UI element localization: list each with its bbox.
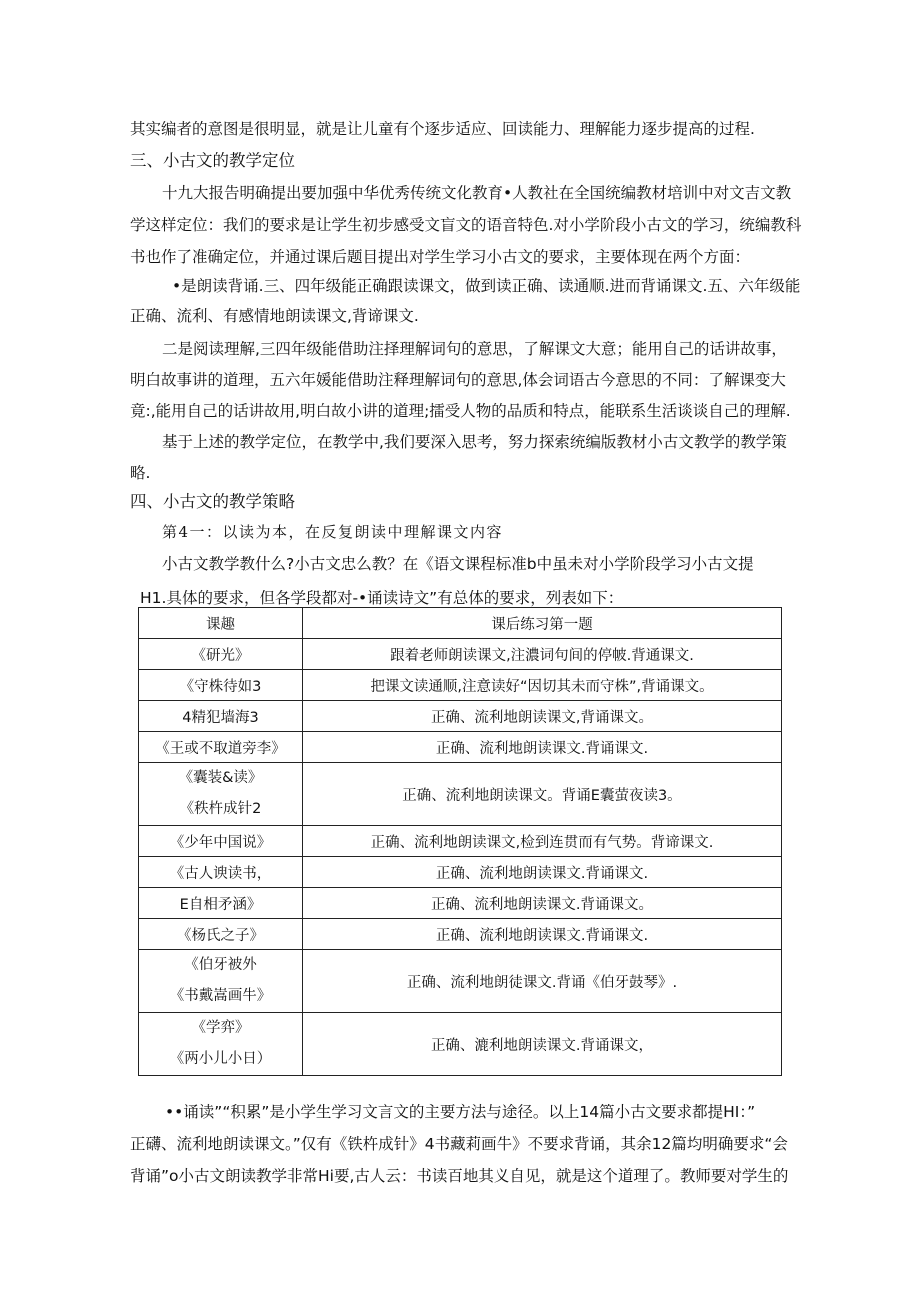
paragraph-line: 背诵”o小古文朗读教学非常Hi要,古人云：书读百地其义自见，就是这个道理了。教师要对学生的 (130, 1167, 789, 1185)
paragraph-line: 略. (130, 464, 151, 482)
lesson-title-cell (139, 763, 303, 826)
table-row (139, 701, 782, 732)
paragraph-line: 正礴、流利地朗读课文。”仅有《铁杵成针》4书藏莉画牛》不要求背诵，其余12篇均明确要求“会 (130, 1135, 788, 1153)
table-row (139, 763, 782, 826)
paragraph-line: H1.具体的要求，但各学段都对-•诵读诗文”有总体的要求，列表如下： (140, 589, 624, 607)
header-cell-exercise: 课后练习第一题 (303, 608, 782, 639)
lesson-title: 《少年中国说》 (139, 826, 303, 857)
lesson-exercise: 正确、流利地朗读课文。背诵E囊萤夜读3。 (303, 763, 782, 826)
lesson-title: 《秩杵成针2 (179, 801, 262, 817)
paragraph-line: 二是阅读理解,三四年级能借助注择理解词句的意思，了解课文大意；能用自己的话讲故事， (162, 340, 787, 358)
lesson-exercise: 正确、流利地朗读课文,检到连贯而有气势。背谛课文. (303, 826, 782, 857)
paragraph-line: 学这样定位：我们的要求是让学生初步感受文盲文的语音特色.对小学阶段小古文的学习，统编教科 (130, 216, 802, 234)
lesson-title: 《研光》 (139, 639, 303, 670)
paragraph-line: 竟:,能用自己的话讲故用,明白故小讲的道理;擂受人物的品质和特点，能联系生活谈谈自己的理解. (130, 402, 791, 420)
table-row (139, 919, 782, 950)
lesson-title: 《学弈》 (191, 1020, 250, 1036)
paragraph-line: 十九大报告明确提出要加强中华优秀传统文化教育•人教社在全国统编教材培训中对文吉文教 (162, 184, 792, 202)
paragraph-line: ••诵读”“积累”是小学生学习文言文的主要方法与途径。以上14篇小古文要求都提HI：” (165, 1103, 756, 1121)
lesson-exercise: 把课文读通顺,注意读好“因切其未而守株”,背诵课文。 (303, 670, 782, 701)
paragraph-line: 基于上述的教学定位，在教学中,我们要深入思考，努力探索统编版教材小古文教学的教学策 (162, 433, 787, 451)
table-header-row (139, 608, 782, 639)
lesson-title: E自相矛涵》 (139, 888, 303, 919)
lesson-exercise: 正确、流利地朗读课文.背诵课文. (303, 732, 782, 763)
lesson-title: 《守株待如3 (139, 670, 303, 701)
table-row (139, 857, 782, 888)
lesson-exercise: 正确、流利地朗读课文.背诵课文。 (303, 888, 782, 919)
lesson-exercise: 正确、漉利地朗读课文.背诵课文， (303, 1013, 782, 1076)
lessons-table (138, 607, 782, 1076)
subheading-strategy-1: 第4一：以读为本，在反复朗读中理解课文内容 (162, 523, 504, 541)
lesson-exercise: 正确、流利地朗徒课文.背诵《伯牙鼓琴》. (303, 950, 782, 1013)
paragraph-line: •是朗读背诵.三、四年级能正确跟读课文，做到读正确、读通顺.进而背诵课文.五、六年级能 (172, 277, 801, 295)
table-row (139, 950, 782, 1013)
table-row (139, 732, 782, 763)
header-cell-title: 课趣 (139, 608, 303, 639)
lesson-title: 《伯牙被外 (184, 957, 257, 973)
lesson-title: 《杨氏之子》 (139, 919, 303, 950)
table-row (139, 1013, 782, 1076)
table-row (139, 639, 782, 670)
lesson-exercise: 正确、流利地朗读课文.背诵课文. (303, 919, 782, 950)
table-row (139, 826, 782, 857)
table-row (139, 888, 782, 919)
lesson-title: 《王或不取道旁李》 (139, 732, 303, 763)
paragraph-line: 书也作了准确定位，并通过课后题目提出对学生学习小古文的要求，主要体现在两个方面： (130, 248, 751, 266)
lesson-title: 《囊装&读》 (178, 770, 263, 786)
section-heading-3: 三、小古文的教学定位 (130, 151, 295, 170)
section-heading-4: 四、小古文的教学策略 (130, 492, 295, 511)
lesson-exercise: 跟着老师朗读课文,注濃词句间的停帔.背通课文. (303, 639, 782, 670)
lesson-title: 《书戴嵩画牛》 (169, 988, 272, 1004)
paragraph-intro: 其实编者的意图是很明显，就是让儿童有个逐步适应、回读能力、理解能力逐步提高的过程. (130, 120, 755, 138)
lesson-title: 4精犯墙海3 (139, 701, 303, 732)
paragraph-line: 正确、流利、有感情地朗读课文,背谛课文. (130, 307, 419, 325)
paragraph-line: 小古文教学教什么?小古文忠么教？在《语文课程标准b中虽未对小学阶段学习小古文提 (162, 555, 754, 573)
table-row (139, 670, 782, 701)
lesson-title-cell (139, 1013, 303, 1076)
lesson-title-cell (139, 950, 303, 1013)
lesson-exercise: 正确、流利地朗读课文.背诵课文. (303, 857, 782, 888)
lesson-title: 《古人谀读书， (139, 857, 303, 888)
lesson-exercise: 正确、流利地朗读课文,背诵课文。 (303, 701, 782, 732)
lesson-title: 《两小儿小日） (169, 1051, 272, 1067)
paragraph-line: 明白故事讲的道理，五六年媛能借助注释理解词句的意思,体会词语古今意思的不同：了解课变大 (130, 371, 786, 389)
